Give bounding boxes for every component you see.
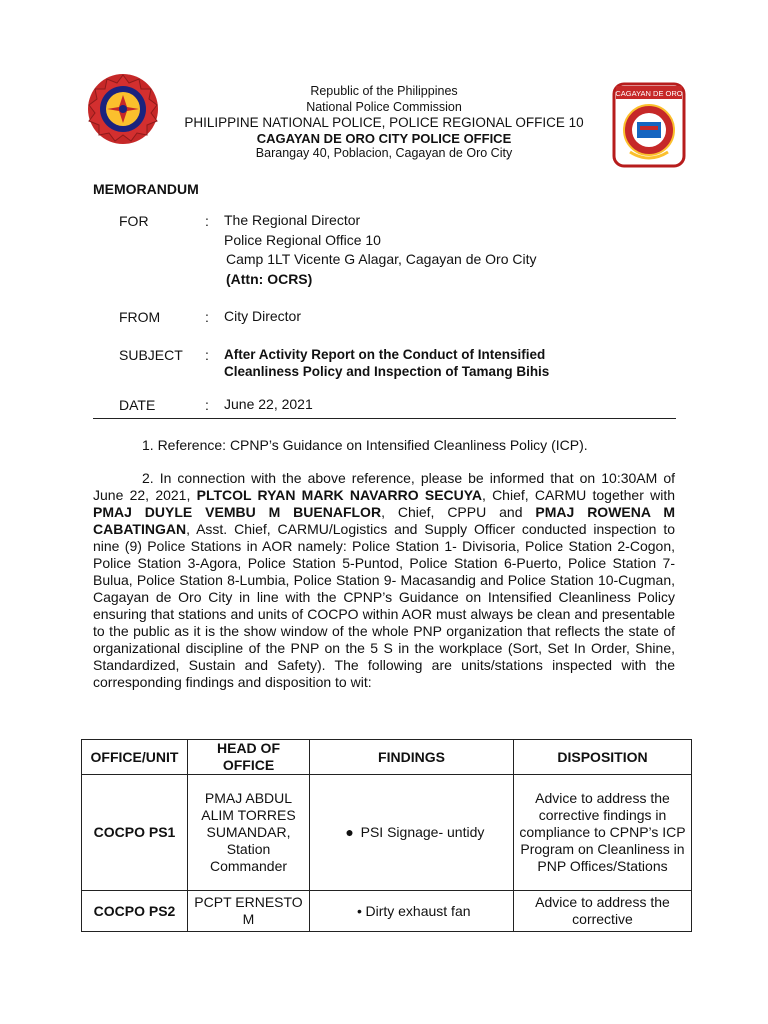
from-value: City Director — [224, 308, 302, 324]
header-republic: Republic of the Philippines — [310, 84, 458, 98]
subject-value — [224, 346, 549, 380]
reference-paragraph: 1. Reference: CPNP’s Guidance on Intensified Cleanliness Policy (ICP). — [142, 437, 588, 453]
subject-label: SUBJECT — [119, 347, 183, 363]
cell-disposition: Advice to address the corrective findings in compliance to CPNP’s ICP Program on Cleanliness in PNP Offices/Stations — [514, 775, 692, 891]
header-disposition: DISPOSITION — [514, 740, 692, 775]
subject-line-1: After Activity Report on the Conduct of Intensified — [224, 347, 546, 362]
for-line-2: Police Regional Office 10 — [224, 231, 381, 248]
date-label: DATE — [119, 397, 156, 413]
divider-line — [93, 418, 676, 419]
cell-head: PMAJ ABDUL ALIM TORRES SUMANDAR, Station Commander — [188, 775, 310, 891]
date-value: June 22, 2021 — [224, 396, 313, 412]
officer-name-3: PMAJ ROWENA M CABATINGAN — [93, 504, 676, 537]
table-header-row — [82, 740, 692, 775]
cell-finding — [310, 775, 514, 891]
bullet-icon: ● — [345, 824, 354, 840]
cell-disposition: Advice to address the corrective — [514, 891, 692, 932]
for-colon: : — [205, 213, 209, 229]
table-row — [82, 891, 692, 932]
subject-line-2: Cleanliness Policy and Inspection of Tamang Bihis — [224, 364, 550, 379]
for-line-1: The Regional Director — [224, 212, 361, 228]
for-label: FOR — [119, 213, 149, 229]
header-office: CAGAYAN DE ORO CITY POLICE OFFICE — [256, 130, 512, 146]
for-attn: (Attn: OCRS) — [226, 270, 313, 287]
header-napolcom: National Police Commission — [306, 99, 462, 114]
para-text-1: 2. In connection with the above reference, please be informed that on 10:30AM of June 22, 2021, — [93, 470, 675, 503]
body-paragraph — [93, 470, 675, 691]
cell-head: PCPT ERNESTO M — [188, 891, 310, 932]
bullet-icon: • — [357, 902, 362, 919]
para-text-4: , Asst. Chief, CARMU/Logistics and Supply Officer conducted inspection to nine (9) Police Stations in AOR namely: Police Station 1- Divisoria, Police Station 2-Cogon, Police Station 3-Agora, Police Station 5-Puntod, Police Station 6-Puerto, Police Station 7-Bulua, Police Station 8-Lumbia, Police Station 9- Macasandig and Police Station 10-Cugman, Cagayan de Oro City in line with the CPNP’s Guidance on Intensified Cleanliness Policy ensuring that stations and units of COCPO within AOR must always be clean and presentable to the public as it is the show window of the whole PNP organization that reflects the state of organizational discipline of the PNP on the 5 S in the workplace (Sort, Set In Order, Shine, Standardized, Sustain and Safety). The following are units/stations inspected with the corresponding findings and disposition to wit: — [93, 521, 675, 690]
inspection-table — [81, 739, 692, 932]
header-office-unit: OFFICE/UNIT — [82, 740, 188, 775]
subject-colon: : — [205, 347, 209, 363]
para-text-2: , Chief, CARMU together with — [481, 487, 675, 503]
header-address: Barangay 40, Poblacion, Cagayan de Oro City — [255, 146, 513, 160]
finding-text: PSI Signage- untidy — [360, 824, 485, 840]
officer-name-1: PLTCOL RYAN MARK NAVARRO SECUYA — [196, 487, 482, 503]
from-colon: : — [205, 309, 209, 325]
cell-unit: COCPO PS1 — [82, 775, 188, 891]
officer-name-2: PMAJ DUYLE VEMBU M BUENAFLOR — [93, 504, 382, 520]
for-value — [224, 211, 537, 289]
memo-title: MEMORANDUM — [93, 181, 199, 197]
header-head-of-office: HEAD OF OFFICE — [188, 740, 310, 775]
svg-text:CAGAYAN DE ORO: CAGAYAN DE ORO — [615, 89, 683, 98]
header-findings: FINDINGS — [310, 740, 514, 775]
date-colon: : — [205, 397, 209, 413]
from-label: FROM — [119, 309, 161, 325]
cell-unit: COCPO PS2 — [82, 891, 188, 932]
table-row — [82, 775, 692, 891]
for-line-3: Camp 1LT Vicente G Alagar, Cagayan de Oro City — [226, 251, 537, 267]
finding-text: Dirty exhaust fan — [365, 902, 471, 919]
para-text-3: , Chief, CPPU and — [381, 504, 536, 520]
cell-finding — [310, 891, 514, 932]
header-pnp: PHILIPPINE NATIONAL POLICE, POLICE REGIONAL OFFICE 10 — [184, 115, 584, 130]
letterhead — [0, 84, 768, 162]
